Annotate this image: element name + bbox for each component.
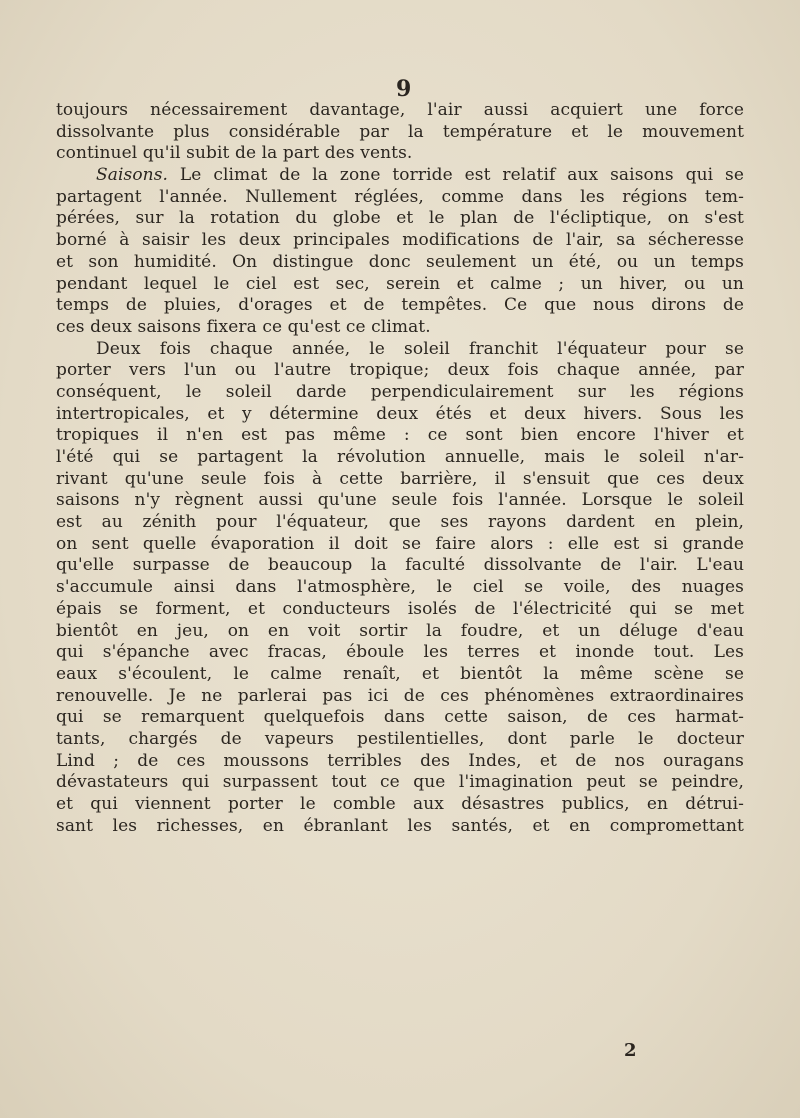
- text-line: [56, 751, 744, 773]
- line-text: sant les richesses, en ébranlant les santés, et en compromettant: [56, 815, 744, 836]
- page-number: 9: [396, 76, 412, 102]
- line-text: Deux fois chaque année, le soleil franchit l'équateur pour se: [96, 338, 744, 359]
- text-line: [56, 794, 744, 816]
- text-line: [56, 707, 744, 729]
- line-text: pérées, sur la rotation du globe et le plan de l'écliptique, on s'est: [56, 208, 744, 229]
- text-line: [56, 729, 744, 751]
- line-text: qui s'épanche avec fracas, éboule les terres et inonde tout. Les: [56, 642, 744, 663]
- line-text: pendant lequel le ciel est sec, serein et calme ; un hiver, ou un: [56, 273, 744, 294]
- text-line: [56, 339, 744, 361]
- line-text: qui se remarquent quelquefois dans cette saison, de ces harmat-: [56, 707, 744, 728]
- text-line: [56, 208, 744, 230]
- line-text: eaux s'écoulent, le calme renaît, et bientôt la même scène se: [56, 663, 744, 684]
- line-text: tropiques il n'en est pas même : ce sont bien encore l'hiver et: [56, 425, 744, 446]
- text-line: [56, 295, 744, 317]
- line-text: l'été qui se partagent la révolution annuelle, mais le soleil n'ar-: [56, 447, 744, 467]
- line-text: borné à saisir les deux principales modifications de l'air, sa sécheresse: [56, 230, 744, 251]
- text-line: [56, 187, 744, 209]
- text-line: [56, 555, 744, 577]
- text-line: [56, 642, 744, 664]
- signature-mark: 2: [624, 1040, 637, 1061]
- text-line: [56, 317, 744, 339]
- line-text: Lind ; de ces moussons terribles des Indes, et de nos ouragans: [56, 750, 744, 771]
- line-text: on sent quelle évaporation il doit se faire alors : elle est si grande: [56, 533, 744, 554]
- text-line: [56, 425, 744, 447]
- line-text: dissolvante plus considérable par la température et le mouvement: [56, 121, 744, 142]
- line-text: bientôt en jeu, on en voit sortir la foudre, et un déluge d'eau: [56, 620, 744, 641]
- line-text: qu'elle surpasse de beaucoup la faculté dissolvante de l'air. L'eau: [56, 555, 744, 576]
- line-text: rivant qu'une seule fois à cette barrière, il s'ensuit que ces deux: [56, 468, 744, 489]
- text-line: [56, 382, 744, 404]
- text-line: [56, 686, 744, 708]
- section-heading: Saisons.: [96, 165, 169, 186]
- text-line: [56, 599, 744, 621]
- text-line: [56, 100, 744, 122]
- line-text: intertropicales, et y détermine deux étés et deux hivers. Sous les: [56, 403, 744, 424]
- text-line: [56, 360, 744, 382]
- text-line: [56, 772, 744, 794]
- text-line: [56, 664, 744, 686]
- line-text: et son humidité. On distingue donc seulement un été, ou un temps: [56, 251, 744, 272]
- line-text: continuel qu'il subit de la part des vents.: [56, 143, 413, 164]
- text-line: [56, 447, 744, 469]
- line-text: est au zénith pour l'équateur, que ses rayons dardent en plein,: [56, 512, 744, 533]
- line-text: renouvelle. Je ne parlerai pas ici de ces phénomènes extraordinaires: [56, 685, 744, 706]
- line-text: ces deux saisons fixera ce qu'est ce climat.: [56, 316, 431, 337]
- text-line: [56, 621, 744, 643]
- line-text: toujours nécessairement davantage, l'air aussi acquiert une force: [56, 100, 744, 120]
- line-text: s'accumule ainsi dans l'atmosphère, le ciel se voile, des nuages: [56, 577, 744, 598]
- line-text: tants, chargés de vapeurs pestilentielles, dont parle le docteur: [56, 728, 744, 749]
- line-text: temps de pluies, d'orages et de tempêtes. Ce que nous dirons de: [56, 295, 744, 316]
- text-line: [56, 577, 744, 599]
- line-text: Le climat de la zone torride est relatif aux saisons qui se: [168, 165, 744, 186]
- line-text: partagent l'année. Nullement réglées, comme dans les régions tem-: [56, 186, 744, 207]
- text-line: [56, 512, 744, 534]
- line-text: conséquent, le soleil darde perpendiculairement sur les régions: [56, 381, 744, 402]
- text-line: [56, 252, 744, 274]
- text-line: [56, 143, 744, 165]
- line-text: épais se forment, et conducteurs isolés de l'électricité qui se met: [56, 598, 744, 619]
- text-line: [56, 404, 744, 426]
- text-line: [56, 230, 744, 252]
- text-line: [56, 122, 744, 144]
- text-line: [56, 469, 744, 491]
- line-text: et qui viennent porter le comble aux désastres publics, en détrui-: [56, 794, 744, 814]
- line-text: porter vers l'un ou l'autre tropique; deux fois chaque année, par: [56, 360, 744, 381]
- text-line: [56, 816, 744, 838]
- text-line: [56, 534, 744, 556]
- text-line: [56, 165, 744, 187]
- line-text: dévastateurs qui surpassent tout ce que l'imagination peut se peindre,: [56, 772, 744, 793]
- line-text: saisons n'y règnent aussi qu'une seule fois l'année. Lorsque le soleil: [56, 490, 744, 511]
- text-line: [56, 490, 744, 512]
- body-text: [56, 100, 744, 837]
- text-line: [56, 274, 744, 296]
